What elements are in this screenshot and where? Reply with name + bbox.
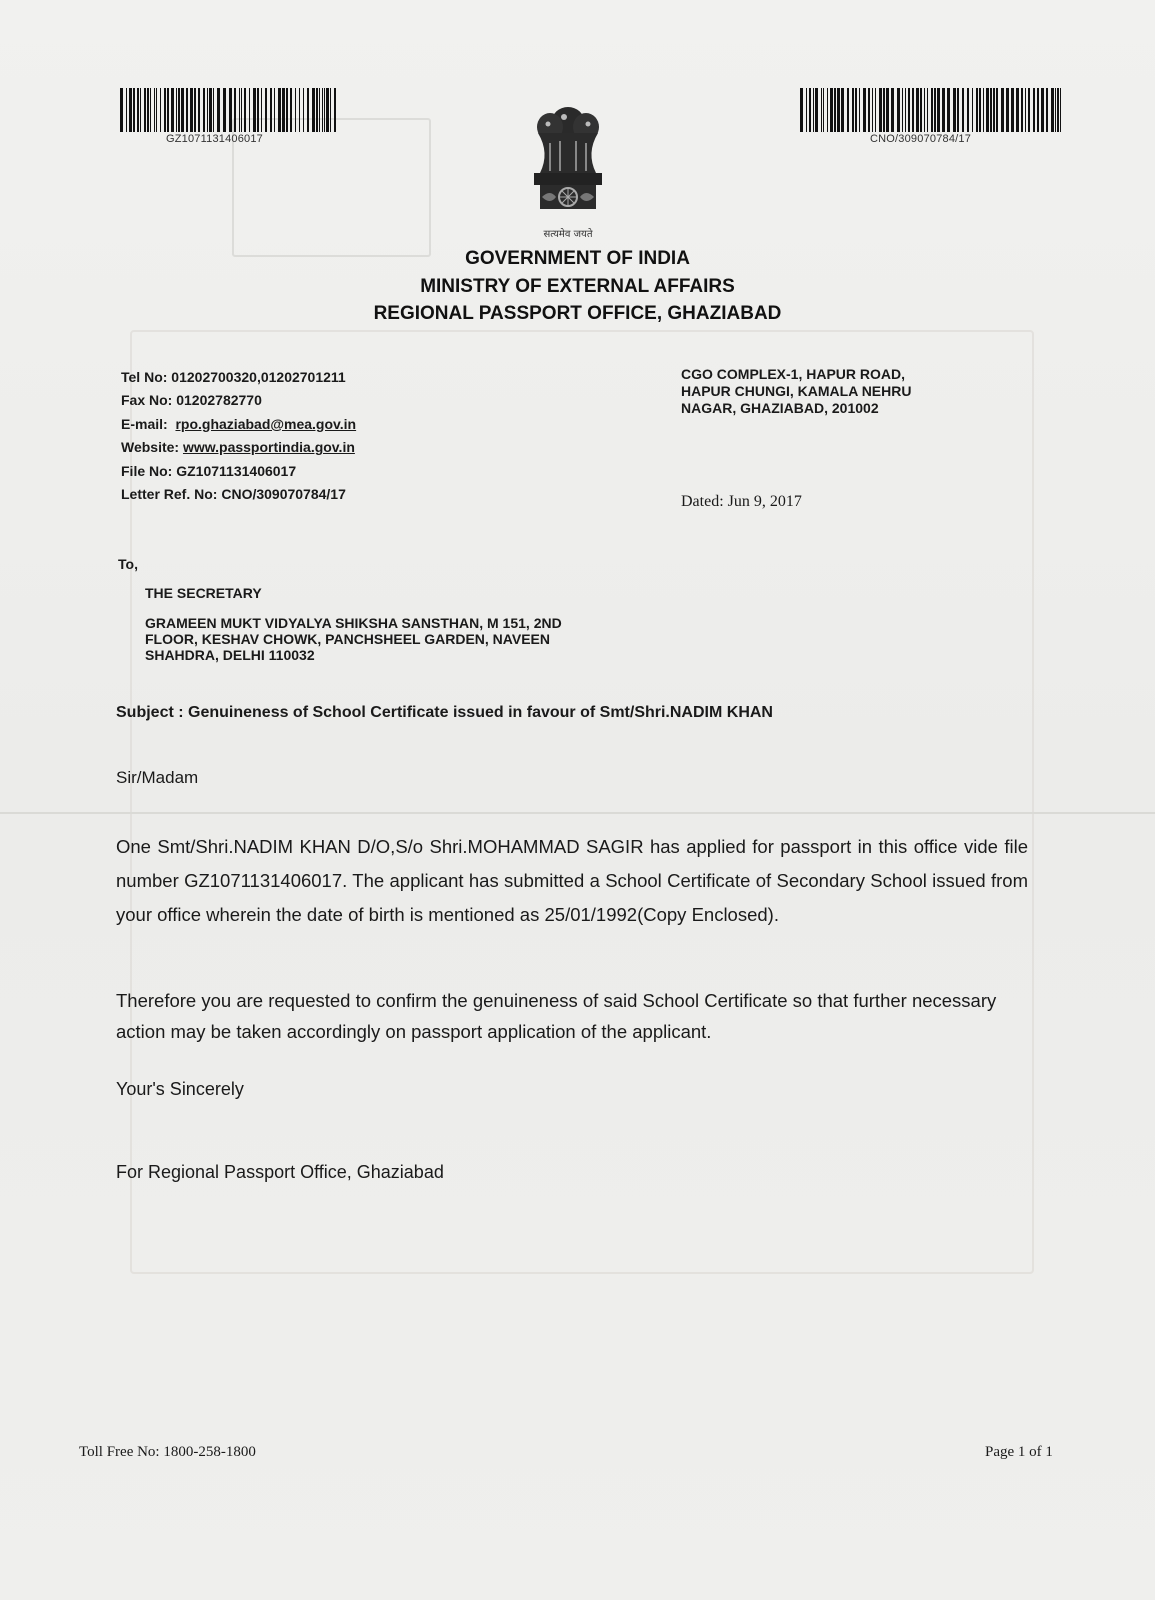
letter-ref-label: Letter Ref. No: xyxy=(121,486,218,503)
fax-value: 01202782770 xyxy=(176,392,262,409)
website-link[interactable]: www.passportindia.gov.in xyxy=(182,439,355,456)
tel-label: Tel No: xyxy=(121,369,168,385)
recipient-address-line: FLOOR, KESHAV CHOWK, PANCHSHEEL GARDEN, NAVEEN xyxy=(145,631,550,647)
fax-label: Fax No: xyxy=(121,392,173,409)
website-label: Website: xyxy=(121,439,180,456)
body-paragraph-2: Therefore you are requested to confirm the genuineness of said School Certificate so that further necessary action may be taken accordingly on passport application of the applicant. xyxy=(116,990,997,1042)
signature-line: For Regional Passport Office, Ghaziabad xyxy=(116,1162,444,1182)
office-address-line: CGO COMPLEX-1, HAPUR ROAD, xyxy=(681,366,906,382)
email-row xyxy=(121,413,356,436)
closing: Your's Sincerely xyxy=(116,1079,244,1099)
office-address-line: HAPUR CHUNGI, KAMALA NEHRU xyxy=(681,383,912,399)
body-paragraph-1: One Smt/Shri.NADIM KHAN D/O,S/o Shri.MOHAMMAD SAGIR has applied for passport in this office vide file number GZ1071131406017. The applicant has submitted a School Certificate of Secondary School issued from your office wherein the date of birth is mentioned as 25/01/1992(Copy Enclosed). xyxy=(116,836,1028,925)
left-barcode-label: GZ1071131406017 xyxy=(166,133,263,145)
tel-row xyxy=(121,366,356,389)
email-label: E-mail: xyxy=(121,415,168,432)
ashoka-emblem-icon xyxy=(520,93,616,233)
salutation: Sir/Madam xyxy=(116,768,199,787)
letter-date: Dated: Jun 9, 2017 xyxy=(681,493,802,510)
recipient-title: THE SECRETARY xyxy=(145,585,262,601)
file-value: GZ1071131406017 xyxy=(176,462,297,479)
office-heading: REGIONAL PASSPORT OFFICE, GHAZIABAD xyxy=(373,303,782,324)
contact-info xyxy=(121,366,356,506)
letter-ref-value: CNO/309070784/17 xyxy=(221,486,346,503)
tel-value: 01202700320,01202701211 xyxy=(171,369,346,385)
file-row xyxy=(121,460,356,483)
office-address-line: NAGAR, GHAZIABAD, 201002 xyxy=(681,400,879,416)
government-heading: GOVERNMENT OF INDIA xyxy=(465,248,690,269)
email-link[interactable]: rpo.ghaziabad@mea.gov.in xyxy=(175,415,357,432)
paper-fold-line xyxy=(0,812,1155,814)
right-barcode-label: CNO/309070784/17 xyxy=(870,133,972,145)
office-address xyxy=(681,366,981,417)
recipient-address xyxy=(145,615,685,663)
page-number: Page 1 of 1 xyxy=(985,1444,1053,1460)
letter-ref-row xyxy=(121,483,356,506)
ministry-heading: MINISTRY OF EXTERNAL AFFAIRS xyxy=(420,276,735,297)
emblem-motto: सत्यमेव जयते xyxy=(543,229,593,240)
file-label: File No: xyxy=(121,462,173,479)
toll-free-number: Toll Free No: 1800-258-1800 xyxy=(79,1444,256,1460)
subject-line: Subject : Genuineness of School Certificate issued in favour of Smt/Shri.NADIM KHAN xyxy=(116,704,773,721)
recipient-address-line: GRAMEEN MUKT VIDYALYA SHIKSHA SANSTHAN, M 151, 2ND xyxy=(145,615,562,631)
recipient-address-line: SHAHDRA, DELHI 110032 xyxy=(145,647,315,663)
to-label: To, xyxy=(118,556,138,572)
website-row xyxy=(121,436,356,459)
fax-row xyxy=(121,389,356,412)
